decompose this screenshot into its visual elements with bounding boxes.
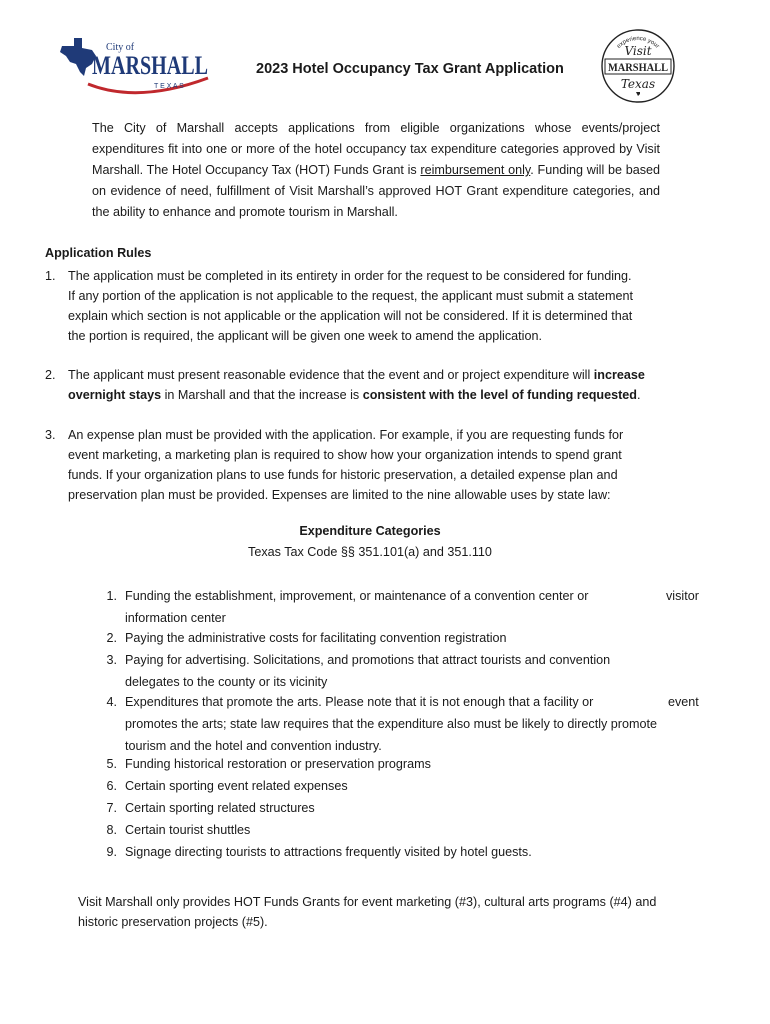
page-title: 2023 Hotel Occupancy Tax Grant Application xyxy=(256,61,564,77)
closing-paragraph: Visit Marshall only provides HOT Funds Grants for event marketing (#3), cultural arts programs (#4) and historic preservation projects (#5). xyxy=(78,895,657,929)
visit-marshall-logo xyxy=(600,28,676,104)
category-item-2: 2. Paying the administrative costs for facilitating convention registration xyxy=(106,631,507,645)
seal-marshall: MARSHALL xyxy=(608,62,669,74)
rule-3: 3. An expense plan must be provided with the application. For example, if you are requesting funds for event marketing, a marketing plan is required to show how your organization intends to spend grant funds. If your organization plans to use funds for historic preservation, a detailed expense plan and preservation plan must be provided. Expenses are limited to the nine allowable uses by state law: xyxy=(45,428,624,502)
category-item-5: 5. Funding historical restoration or preservation programs xyxy=(106,757,431,771)
logo-city-of: City of xyxy=(106,42,135,53)
category-item-3: 3. Paying for advertising. Solicitations, and promotions that attract tourists and convention delegates to the county or its vicinity xyxy=(106,653,611,689)
expenditure-categories-heading: Expenditure Categories xyxy=(299,524,441,538)
application-rules-heading: Application Rules xyxy=(45,246,152,260)
logo-marshall: MARSHALL xyxy=(92,51,208,80)
category-item-8: 8. Certain tourist shuttles xyxy=(106,823,251,837)
category-item-7: 7. Certain sporting related structures xyxy=(106,801,315,815)
city-of-marshall-logo xyxy=(58,34,213,96)
category-item-1: 1. Funding the establishment, improvement, or maintenance of a convention center or visitor information center xyxy=(106,589,699,625)
intro-paragraph: The City of Marshall accepts applications from eligible organizations whose events/project expenditures fit into one or more of the hotel occupancy tax expenditure categories approved by Visit Marshall. The Hotel Occupancy Tax (HOT) Funds Grant is reimbursement only. Funding will be based on evidence of need, fulfillment of Visit Marshall’s approved HOT Grant expenditure categories, and the ability to enhance and promote tourism in Marshall. xyxy=(92,121,661,219)
category-item-4: 4. Expenditures that promote the arts. Please note that it is not enough that a facility or event promotes the arts; state law requires that the expenditure also must be likely to directly promote tourism and the hotel and convention industry. xyxy=(106,695,699,753)
logo-texas: T E X A S xyxy=(154,83,184,90)
seal-visit: Visit xyxy=(624,44,652,58)
rule-1: 1. The application must be completed in its entirety in order for the request to be considered for funding. If any portion of the application is not applicable to the request, the applicant must submit a statement explain which section is not applicable or the application will not be considered. If it is determined that the portion is required, the applicant will be given one week to amend the application. xyxy=(45,269,633,343)
tax-code-subheading: Texas Tax Code §§ 351.101(a) and 351.110 xyxy=(248,545,492,559)
seal-arc-text: experience your xyxy=(616,35,660,50)
category-item-9: 9. Signage directing tourists to attractions frequently visited by hotel guests. xyxy=(106,845,532,859)
seal-texas: Texas xyxy=(620,77,656,91)
category-item-6: 6. Certain sporting event related expenses xyxy=(106,779,348,793)
reimbursement-only: reimbursement only xyxy=(420,163,531,177)
seal-texas-shape-icon xyxy=(636,92,640,96)
rule-2: 2. The applicant must present reasonable evidence that the event and or project expenditure will increase overnight stays in Marshall and that the increase is consistent with the level of funding requested. xyxy=(45,368,645,402)
